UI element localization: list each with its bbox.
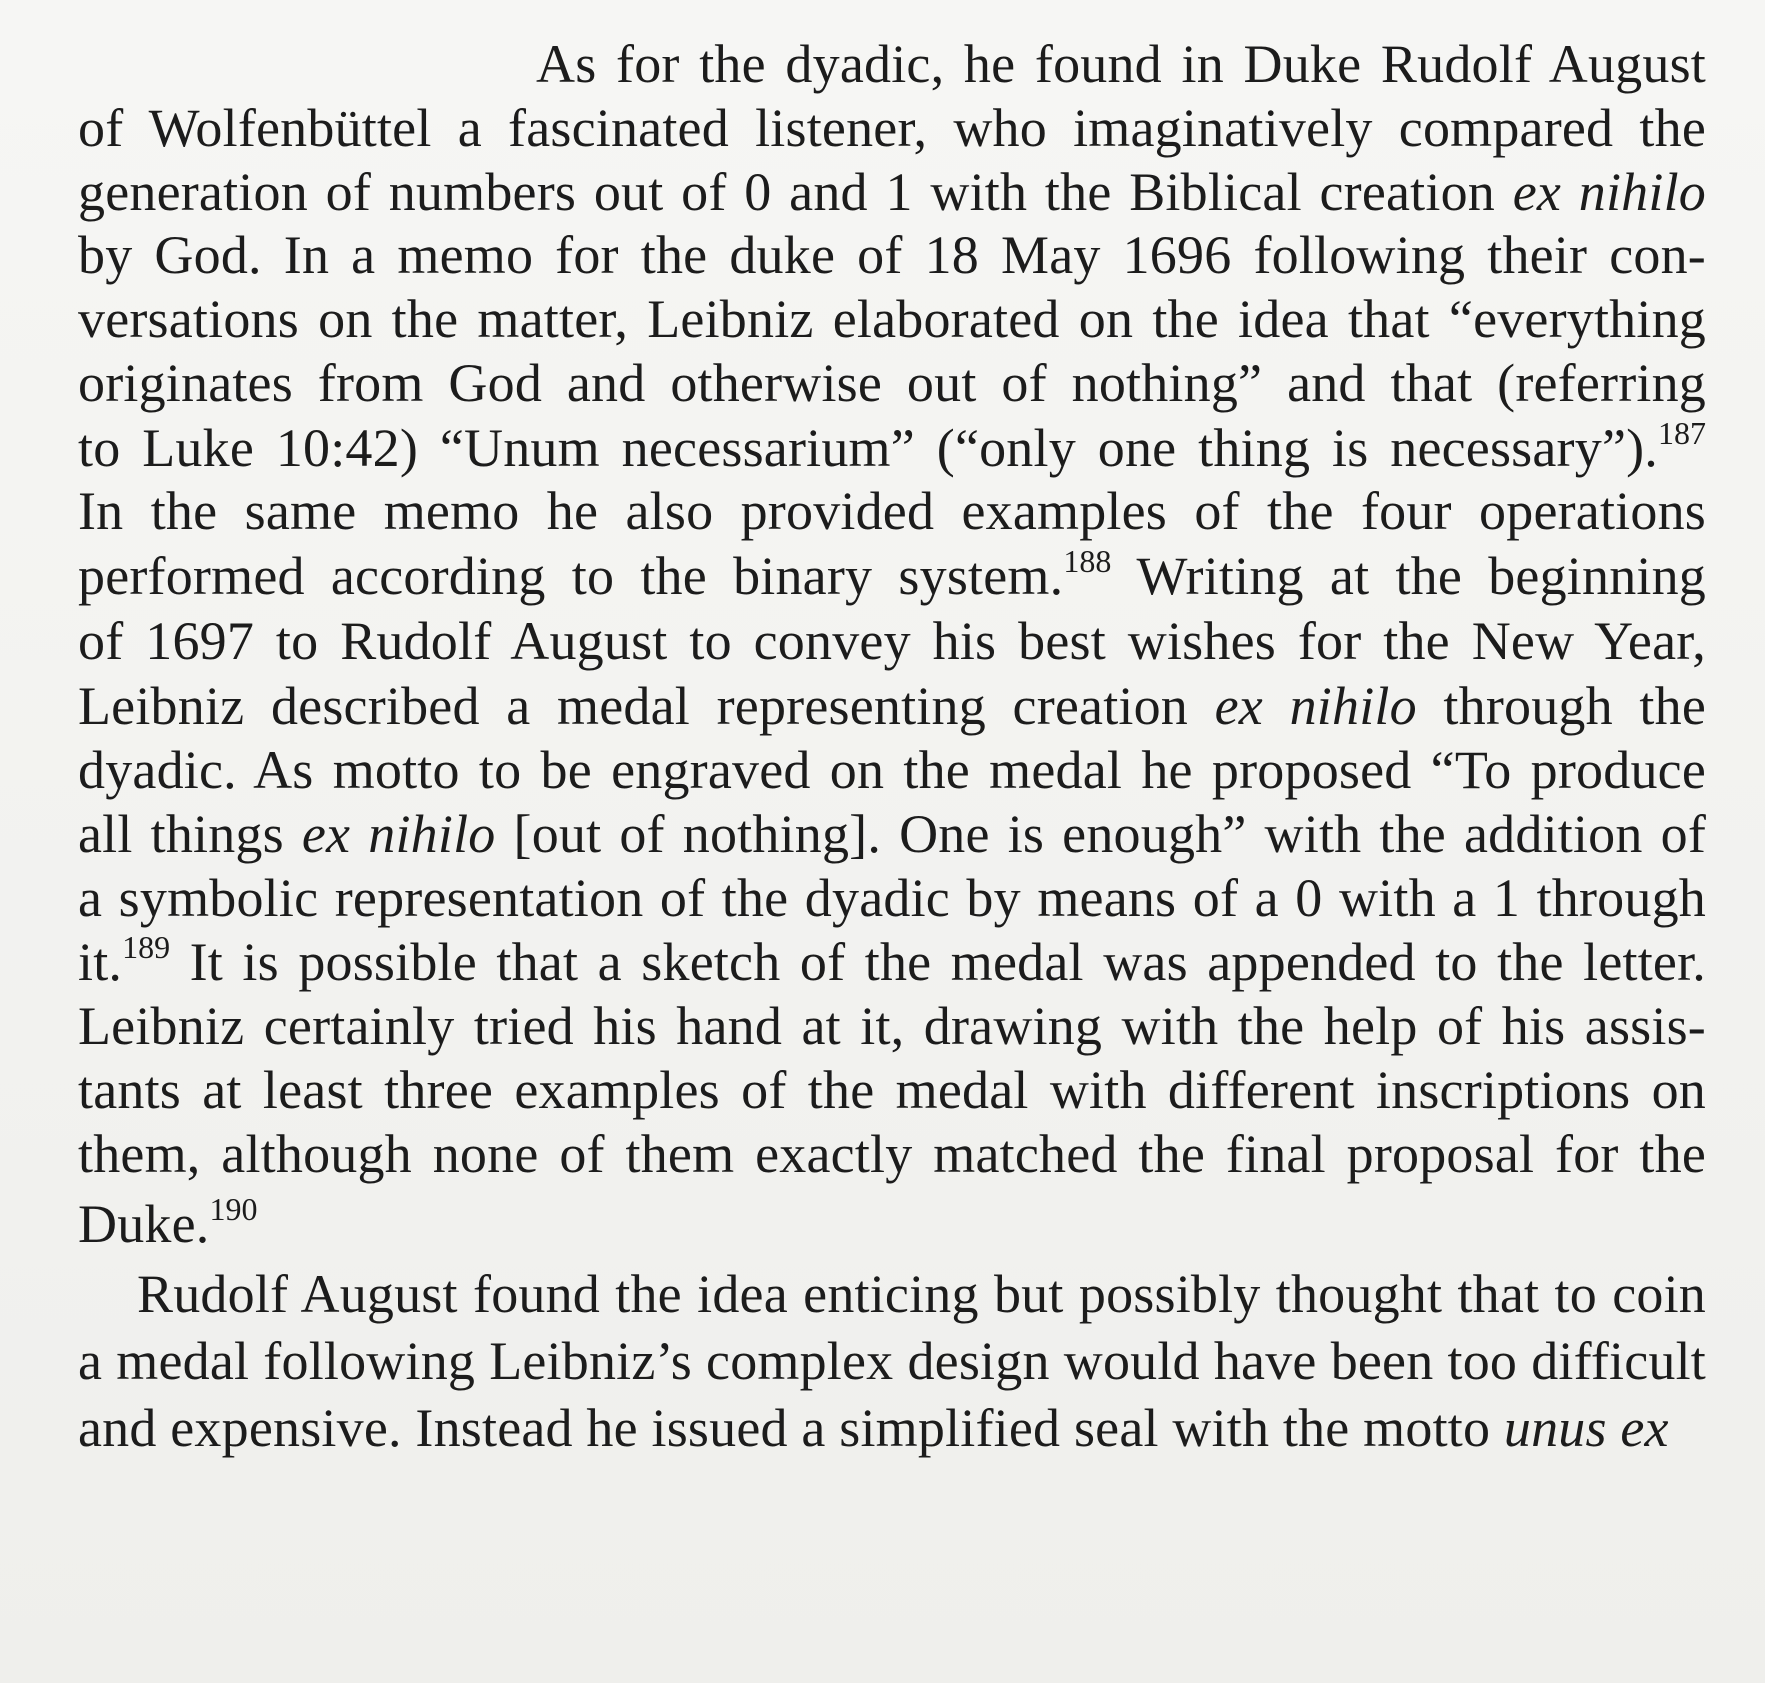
text-run: a medal following Leibniz’s complex design would have been too difficult [78,1331,1706,1391]
text-line [78,412,1706,484]
text-run: Leibniz described a medal representing creation [78,676,1215,736]
text-line [137,1258,1706,1330]
text-run: It is possible that a sketch of the medal was appended to the letter. [170,932,1706,992]
text-line [536,28,1706,100]
text-run: by God. In a memo for the duke of 18 May 1696 following their con- [78,225,1706,285]
text-line [78,1054,1706,1126]
text-run: of Wolfenbüttel a fascinated listener, who imaginatively compared the [78,98,1706,158]
text-run: Duke. [78,1194,210,1254]
text-run: versations on the matter, Leibniz elaborated on the idea that “everything [78,289,1706,349]
text-run: Rudolf August found the idea enticing but possibly thought that to coin [137,1264,1706,1324]
text-run: and expensive. Instead he issued a simplified seal with the motto [78,1398,1504,1458]
text-line [78,670,1706,742]
text-run: Writing at the beginning [1111,546,1706,606]
text-line [78,926,1706,998]
text-run: through the [1416,676,1707,736]
text-run: In the same memo he also provided examples of the four operations [78,481,1706,541]
italic-text: ex nihilo [301,804,496,864]
text-line [78,156,1706,228]
text-run: to Luke 10:42) “Unum necessarium” (“only one thing is necessary”). [78,418,1658,478]
text-line [78,283,1706,355]
text-line [78,92,1706,164]
text-run: tants at least three examples of the medal with different inscriptions on [78,1060,1706,1120]
italic-text: unus ex [1503,1398,1669,1458]
text-run: a symbolic representation of the dyadic by means of a 0 with a 1 through [78,868,1706,928]
text-line [78,475,1706,547]
text-run: Leibniz certainly tried his hand at it, drawing with the help of his assis- [78,996,1706,1056]
italic-text: ex nihilo [1512,162,1706,222]
text-line [78,1188,1706,1260]
text-run: [out of nothing]. One is enough” with the addition of [495,804,1707,864]
text-line [78,862,1706,934]
text-run: As for the dyadic, he found in Duke Rudolf August [536,34,1706,94]
text-run: originates from God and otherwise out of nothing” and that (referring [78,353,1706,413]
text-run: all things [78,804,302,864]
text-line [78,1325,1706,1397]
footnote-ref: 189 [122,929,171,965]
text-run: it. [78,932,123,992]
footnote-ref: 187 [1658,415,1706,451]
text-run: dyadic. As motto to be engraved on the medal he proposed “To produce [78,740,1706,800]
footnote-ref: 190 [209,1191,258,1227]
text-line [78,347,1706,419]
text-run: of 1697 to Rudolf August to convey his best wishes for the New Year, [78,611,1706,671]
text-line [78,1118,1706,1190]
text-line [78,798,1706,870]
text-line [78,990,1706,1062]
text-run: them, although none of them exactly matched the final proposal for the [78,1124,1706,1184]
text-line [78,734,1706,806]
text-line [78,540,1706,612]
text-run: performed according to the binary system. [78,546,1064,606]
text-run: generation of numbers out of 0 and 1 with the Biblical creation [78,162,1513,222]
text-line [78,605,1706,677]
footnote-ref: 188 [1063,543,1112,579]
italic-text: ex nihilo [1214,676,1417,736]
text-line [78,219,1706,291]
text-line [78,1392,1706,1464]
